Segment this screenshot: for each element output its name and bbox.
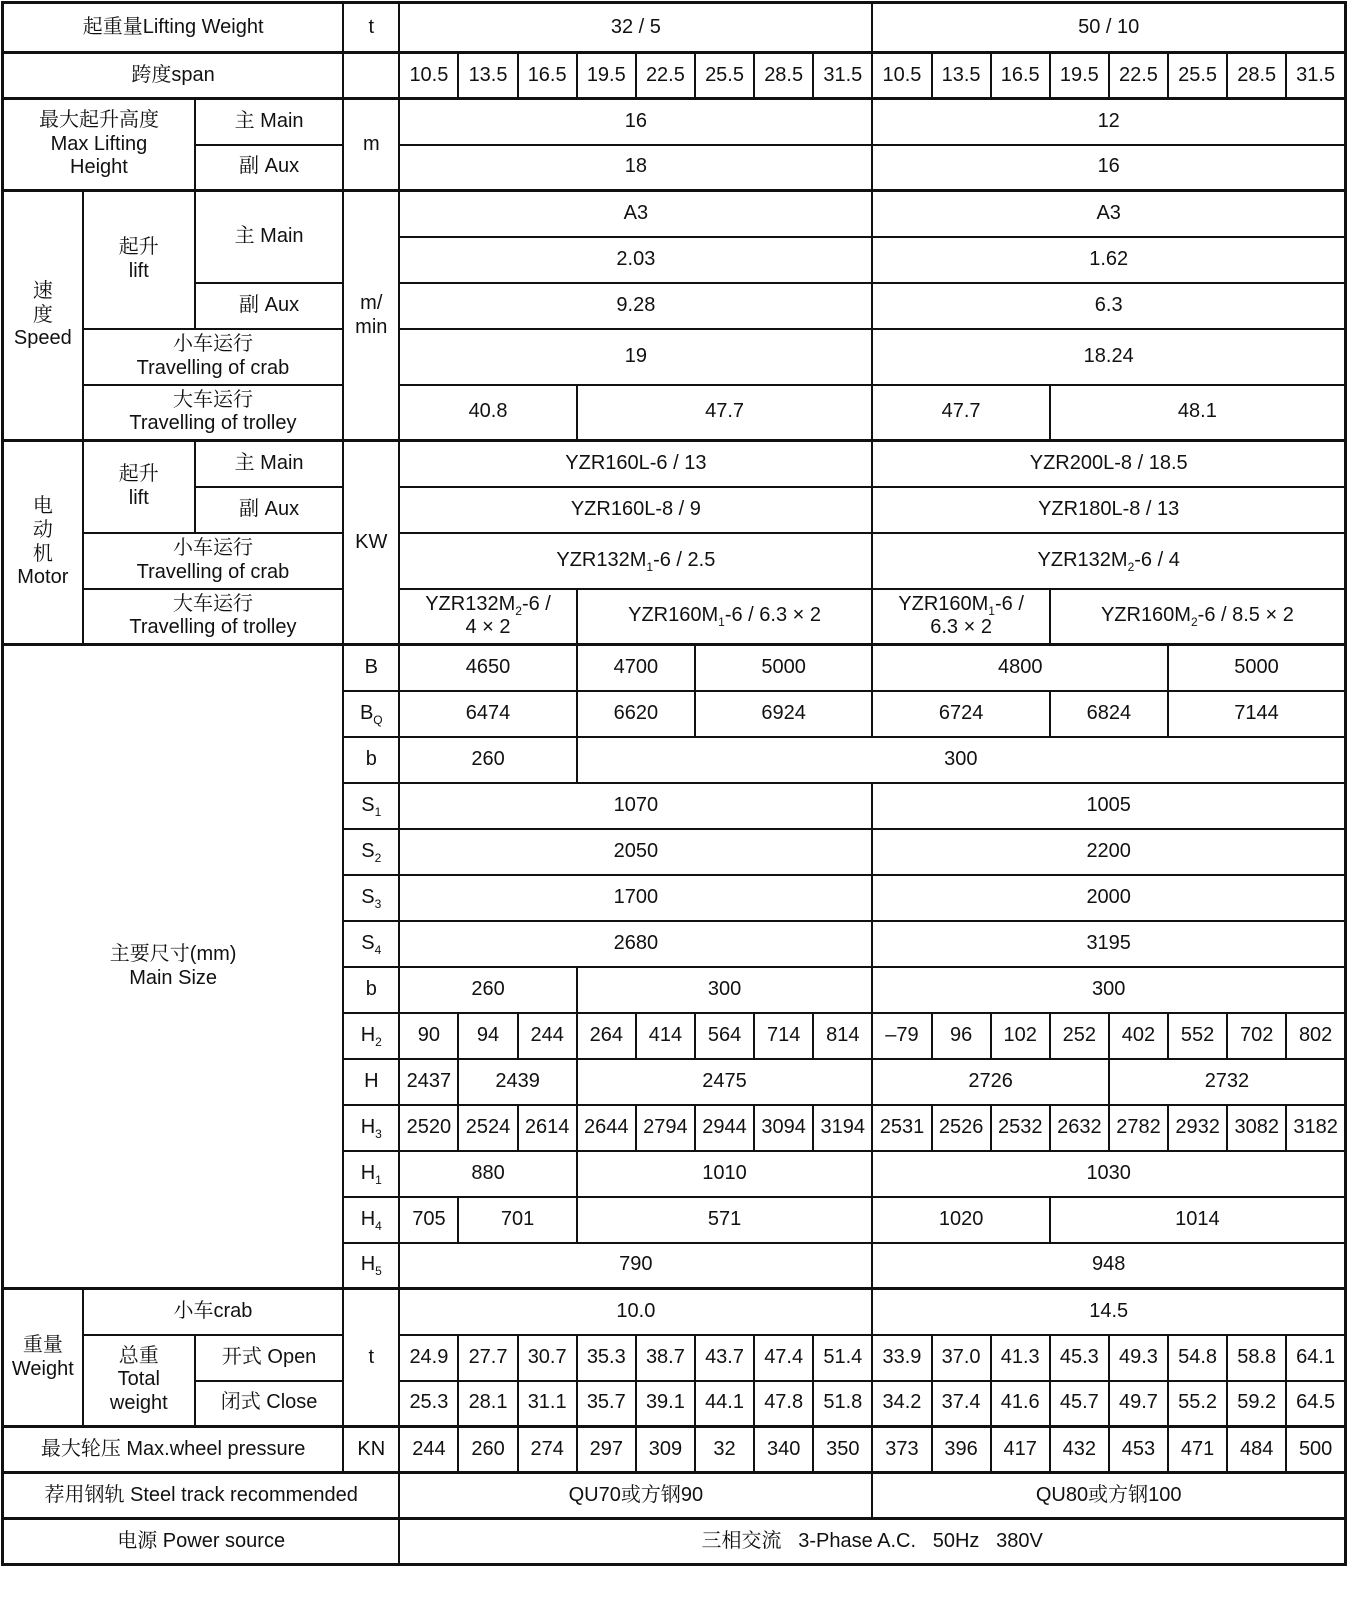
value-cell: 402 bbox=[1109, 1013, 1168, 1059]
header-cell: 大车运行 Travelling of trolley bbox=[83, 589, 344, 645]
value-cell: 59.2 bbox=[1227, 1381, 1286, 1427]
value-cell: 32 bbox=[695, 1427, 754, 1473]
value-cell: 2475 bbox=[577, 1059, 873, 1105]
value-cell: 2532 bbox=[991, 1105, 1050, 1151]
row-size-B bbox=[3, 645, 1346, 691]
value-cell: 44.1 bbox=[695, 1381, 754, 1427]
unit-cell: m/ min bbox=[343, 191, 399, 441]
value-cell: 28.1 bbox=[458, 1381, 517, 1427]
header-cell: 电源 Power source bbox=[3, 1519, 400, 1565]
value-cell: 47.4 bbox=[754, 1335, 813, 1381]
value-cell: 252 bbox=[1050, 1013, 1109, 1059]
value-cell: 2437 bbox=[399, 1059, 458, 1105]
value-cell: 552 bbox=[1168, 1013, 1227, 1059]
value-cell: 13.5 bbox=[932, 53, 991, 99]
value-cell: 2932 bbox=[1168, 1105, 1227, 1151]
value-cell: 10.0 bbox=[399, 1289, 872, 1335]
value-cell: 40.8 bbox=[399, 385, 576, 441]
row-power-source bbox=[3, 1519, 1346, 1565]
value-cell: 373 bbox=[872, 1427, 931, 1473]
value-cell: –79 bbox=[872, 1013, 931, 1059]
row-motor-crab bbox=[3, 533, 1346, 589]
unit-cell bbox=[343, 53, 399, 99]
value-cell: 453 bbox=[1109, 1427, 1168, 1473]
unit-cell: b bbox=[343, 967, 399, 1013]
row-lifting-weight bbox=[3, 3, 1346, 53]
value-cell: YZR160L-6 / 13 bbox=[399, 441, 872, 487]
crane-spec-table bbox=[1, 1, 1347, 1566]
value-cell: 1.62 bbox=[872, 237, 1345, 283]
value-cell: YZR180L-8 / 13 bbox=[872, 487, 1345, 533]
value-cell: 18.24 bbox=[872, 329, 1345, 385]
header-cell: 速 度 Speed bbox=[3, 191, 83, 441]
value-cell: A3 bbox=[872, 191, 1345, 237]
value-cell: 三相交流 3-Phase A.C. 50Hz 380V bbox=[399, 1519, 1345, 1565]
value-cell: 6824 bbox=[1050, 691, 1168, 737]
value-cell: 41.6 bbox=[991, 1381, 1050, 1427]
value-cell: 4800 bbox=[872, 645, 1168, 691]
value-cell: 814 bbox=[813, 1013, 872, 1059]
value-cell: 3082 bbox=[1227, 1105, 1286, 1151]
value-cell: 25.5 bbox=[1168, 53, 1227, 99]
header-cell: 主 Main bbox=[195, 441, 343, 487]
value-cell: 25.5 bbox=[695, 53, 754, 99]
value-cell: 790 bbox=[399, 1243, 872, 1289]
value-cell: 2644 bbox=[577, 1105, 636, 1151]
value-cell: 417 bbox=[991, 1427, 1050, 1473]
value-cell: 2614 bbox=[518, 1105, 577, 1151]
unit-cell: H bbox=[343, 1059, 399, 1105]
value-cell: 2732 bbox=[1109, 1059, 1346, 1105]
value-cell: 28.5 bbox=[1227, 53, 1286, 99]
row-speed-duty-class bbox=[3, 191, 1346, 237]
header-cell: 最大起升高度 Max Lifting Height bbox=[3, 99, 195, 191]
value-cell: $YZR160M_1-6 / 6.3 \times 2$ bbox=[577, 589, 873, 645]
value-cell: 2531 bbox=[872, 1105, 931, 1151]
value-cell: 2782 bbox=[1109, 1105, 1168, 1151]
value-cell: 19.5 bbox=[577, 53, 636, 99]
row-span bbox=[3, 53, 1346, 99]
value-cell: 24.9 bbox=[399, 1335, 458, 1381]
value-cell: 31.5 bbox=[1286, 53, 1345, 99]
header-cell: 主 Main bbox=[195, 191, 343, 283]
value-cell: 1014 bbox=[1050, 1197, 1346, 1243]
value-cell: 500 bbox=[1286, 1427, 1345, 1473]
value-cell: YZR160L-8 / 9 bbox=[399, 487, 872, 533]
row-weight-open bbox=[3, 1335, 1346, 1381]
value-cell: 2944 bbox=[695, 1105, 754, 1151]
value-cell: 274 bbox=[518, 1427, 577, 1473]
header-cell: 小车运行 Travelling of crab bbox=[83, 329, 344, 385]
value-cell: 1070 bbox=[399, 783, 872, 829]
value-cell: 16.5 bbox=[518, 53, 577, 99]
header-cell: 闭式 Close bbox=[195, 1381, 343, 1427]
value-cell: $YZR160M_1-6$ / 6.3 × 2 bbox=[872, 589, 1049, 645]
header-cell: 开式 Open bbox=[195, 1335, 343, 1381]
value-cell: QU70或方钢90 bbox=[399, 1473, 872, 1519]
value-cell: 102 bbox=[991, 1013, 1050, 1059]
value-cell: 3094 bbox=[754, 1105, 813, 1151]
value-cell: 41.3 bbox=[991, 1335, 1050, 1381]
unit-cell: $H_1$ bbox=[343, 1151, 399, 1197]
value-cell: 14.5 bbox=[872, 1289, 1345, 1335]
value-cell: 90 bbox=[399, 1013, 458, 1059]
value-cell: 6724 bbox=[872, 691, 1049, 737]
value-cell: $YZR132M_2-6$ / 4 × 2 bbox=[399, 589, 576, 645]
value-cell: 2520 bbox=[399, 1105, 458, 1151]
header-cell: 主要尺寸(mm) Main Size bbox=[3, 645, 344, 1289]
value-cell: 6924 bbox=[695, 691, 872, 737]
value-cell: 948 bbox=[872, 1243, 1345, 1289]
unit-cell: b bbox=[343, 737, 399, 783]
value-cell: 47.7 bbox=[577, 385, 873, 441]
unit-cell: $H_5$ bbox=[343, 1243, 399, 1289]
value-cell: 7144 bbox=[1168, 691, 1345, 737]
value-cell: 64.1 bbox=[1286, 1335, 1345, 1381]
value-cell: 45.3 bbox=[1050, 1335, 1109, 1381]
value-cell: 260 bbox=[458, 1427, 517, 1473]
row-motor-main bbox=[3, 441, 1346, 487]
header-cell: 副 Aux bbox=[195, 487, 343, 533]
spec-table-body bbox=[3, 3, 1346, 1565]
value-cell: 51.8 bbox=[813, 1381, 872, 1427]
value-cell: 3182 bbox=[1286, 1105, 1345, 1151]
value-cell: 47.8 bbox=[754, 1381, 813, 1427]
value-cell: 6474 bbox=[399, 691, 576, 737]
value-cell: 38.7 bbox=[636, 1335, 695, 1381]
header-cell: 起升 lift bbox=[83, 441, 195, 533]
value-cell: 19 bbox=[399, 329, 872, 385]
value-cell: 32 / 5 bbox=[399, 3, 872, 53]
row-speed-aux-lift bbox=[3, 283, 1346, 329]
value-cell: 2680 bbox=[399, 921, 872, 967]
value-cell: 49.7 bbox=[1109, 1381, 1168, 1427]
header-cell: 副 Aux bbox=[195, 283, 343, 329]
header-cell: 副 Aux bbox=[195, 145, 343, 191]
value-cell: 58.8 bbox=[1227, 1335, 1286, 1381]
unit-cell: $H_2$ bbox=[343, 1013, 399, 1059]
value-cell: 12 bbox=[872, 99, 1345, 145]
value-cell: 5000 bbox=[1168, 645, 1345, 691]
row-weight-close bbox=[3, 1381, 1346, 1427]
unit-cell: $B_Q$ bbox=[343, 691, 399, 737]
value-cell: 35.7 bbox=[577, 1381, 636, 1427]
value-cell: 300 bbox=[577, 967, 873, 1013]
value-cell: 2050 bbox=[399, 829, 872, 875]
header-cell: 跨度span bbox=[3, 53, 344, 99]
value-cell: 4700 bbox=[577, 645, 695, 691]
header-cell: 荐用钢轨 Steel track recommended bbox=[3, 1473, 400, 1519]
row-steel-track bbox=[3, 1473, 1346, 1519]
row-motor-aux bbox=[3, 487, 1346, 533]
value-cell: 340 bbox=[754, 1427, 813, 1473]
value-cell: 309 bbox=[636, 1427, 695, 1473]
header-cell: 小车crab bbox=[83, 1289, 344, 1335]
value-cell: 16.5 bbox=[991, 53, 1050, 99]
value-cell: 1700 bbox=[399, 875, 872, 921]
value-cell: 260 bbox=[399, 967, 576, 1013]
value-cell: $YZR160M_2-6 / 8.5 \times 2$ bbox=[1050, 589, 1346, 645]
value-cell: 701 bbox=[458, 1197, 576, 1243]
value-cell: 94 bbox=[458, 1013, 517, 1059]
value-cell: 25.3 bbox=[399, 1381, 458, 1427]
header-cell: 主 Main bbox=[195, 99, 343, 145]
value-cell: 35.3 bbox=[577, 1335, 636, 1381]
value-cell: YZR200L-8 / 18.5 bbox=[872, 441, 1345, 487]
value-cell: 5000 bbox=[695, 645, 872, 691]
header-cell: 起升 lift bbox=[83, 191, 195, 329]
value-cell: 30.7 bbox=[518, 1335, 577, 1381]
value-cell: 47.7 bbox=[872, 385, 1049, 441]
value-cell: 880 bbox=[399, 1151, 576, 1197]
value-cell: 54.8 bbox=[1168, 1335, 1227, 1381]
unit-cell: KW bbox=[343, 441, 399, 645]
value-cell: 802 bbox=[1286, 1013, 1345, 1059]
header-cell: 总重 Total weight bbox=[83, 1335, 195, 1427]
value-cell: 3194 bbox=[813, 1105, 872, 1151]
unit-cell: $S_4$ bbox=[343, 921, 399, 967]
value-cell: 571 bbox=[577, 1197, 873, 1243]
value-cell: 19.5 bbox=[1050, 53, 1109, 99]
value-cell: 55.2 bbox=[1168, 1381, 1227, 1427]
value-cell: 297 bbox=[577, 1427, 636, 1473]
value-cell: 33.9 bbox=[872, 1335, 931, 1381]
value-cell: 396 bbox=[932, 1427, 991, 1473]
value-cell: 13.5 bbox=[458, 53, 517, 99]
value-cell: 6620 bbox=[577, 691, 695, 737]
value-cell: $YZR132M_2-6 / 4$ bbox=[872, 533, 1345, 589]
header-cell: 电 动 机 Motor bbox=[3, 441, 83, 645]
value-cell: 484 bbox=[1227, 1427, 1286, 1473]
unit-cell: t bbox=[343, 1289, 399, 1427]
value-cell: 564 bbox=[695, 1013, 754, 1059]
value-cell: 22.5 bbox=[1109, 53, 1168, 99]
header-cell: 大车运行 Travelling of trolley bbox=[83, 385, 344, 441]
value-cell: 51.4 bbox=[813, 1335, 872, 1381]
value-cell: 31.5 bbox=[813, 53, 872, 99]
value-cell: 702 bbox=[1227, 1013, 1286, 1059]
value-cell: 300 bbox=[577, 737, 1346, 783]
value-cell: 2524 bbox=[458, 1105, 517, 1151]
value-cell: QU80或方钢100 bbox=[872, 1473, 1345, 1519]
unit-cell: $S_1$ bbox=[343, 783, 399, 829]
value-cell: 10.5 bbox=[872, 53, 931, 99]
value-cell: 705 bbox=[399, 1197, 458, 1243]
value-cell: 2200 bbox=[872, 829, 1345, 875]
value-cell: 432 bbox=[1050, 1427, 1109, 1473]
unit-cell: B bbox=[343, 645, 399, 691]
value-cell: 414 bbox=[636, 1013, 695, 1059]
row-max-wheel-pressure bbox=[3, 1427, 1346, 1473]
value-cell: 39.1 bbox=[636, 1381, 695, 1427]
value-cell: 350 bbox=[813, 1427, 872, 1473]
value-cell: 9.28 bbox=[399, 283, 872, 329]
value-cell: 2726 bbox=[872, 1059, 1109, 1105]
unit-cell: m bbox=[343, 99, 399, 191]
value-cell: 22.5 bbox=[636, 53, 695, 99]
row-max-lifting-height-aux bbox=[3, 145, 1346, 191]
unit-cell: t bbox=[343, 3, 399, 53]
value-cell: 2439 bbox=[458, 1059, 576, 1105]
value-cell: 244 bbox=[399, 1427, 458, 1473]
value-cell: 43.7 bbox=[695, 1335, 754, 1381]
value-cell: 1020 bbox=[872, 1197, 1049, 1243]
value-cell: 2794 bbox=[636, 1105, 695, 1151]
crane-spec-sheet bbox=[1, 1, 1347, 1566]
unit-cell: $H_4$ bbox=[343, 1197, 399, 1243]
value-cell: 300 bbox=[872, 967, 1345, 1013]
value-cell: 16 bbox=[872, 145, 1345, 191]
value-cell: A3 bbox=[399, 191, 872, 237]
value-cell: 260 bbox=[399, 737, 576, 783]
value-cell: 27.7 bbox=[458, 1335, 517, 1381]
header-cell: 起重量Lifting Weight bbox=[3, 3, 344, 53]
value-cell: 45.7 bbox=[1050, 1381, 1109, 1427]
value-cell: 16 bbox=[399, 99, 872, 145]
value-cell: 2632 bbox=[1050, 1105, 1109, 1151]
value-cell: 37.0 bbox=[932, 1335, 991, 1381]
unit-cell: $S_3$ bbox=[343, 875, 399, 921]
value-cell: 2526 bbox=[932, 1105, 991, 1151]
value-cell: 96 bbox=[932, 1013, 991, 1059]
unit-cell: $S_2$ bbox=[343, 829, 399, 875]
unit-cell: KN bbox=[343, 1427, 399, 1473]
row-speed-crab bbox=[3, 329, 1346, 385]
value-cell: 28.5 bbox=[754, 53, 813, 99]
value-cell: 2.03 bbox=[399, 237, 872, 283]
value-cell: 4650 bbox=[399, 645, 576, 691]
value-cell: 1010 bbox=[577, 1151, 873, 1197]
header-cell: 最大轮压 Max.wheel pressure bbox=[3, 1427, 344, 1473]
value-cell: 471 bbox=[1168, 1427, 1227, 1473]
unit-cell: $H_3$ bbox=[343, 1105, 399, 1151]
value-cell: 64.5 bbox=[1286, 1381, 1345, 1427]
value-cell: 50 / 10 bbox=[872, 3, 1345, 53]
value-cell: 18 bbox=[399, 145, 872, 191]
value-cell: 264 bbox=[577, 1013, 636, 1059]
value-cell: 48.1 bbox=[1050, 385, 1346, 441]
row-weight-crab bbox=[3, 1289, 1346, 1335]
value-cell: 6.3 bbox=[872, 283, 1345, 329]
value-cell: 244 bbox=[518, 1013, 577, 1059]
row-max-lifting-height-main bbox=[3, 99, 1346, 145]
value-cell: 49.3 bbox=[1109, 1335, 1168, 1381]
row-speed-trolley bbox=[3, 385, 1346, 441]
value-cell: $YZR132M_1-6 / 2.5$ bbox=[399, 533, 872, 589]
value-cell: 31.1 bbox=[518, 1381, 577, 1427]
value-cell: 37.4 bbox=[932, 1381, 991, 1427]
value-cell: 1005 bbox=[872, 783, 1345, 829]
header-cell: 重量 Weight bbox=[3, 1289, 83, 1427]
value-cell: 2000 bbox=[872, 875, 1345, 921]
row-motor-trolley bbox=[3, 589, 1346, 645]
header-cell: 小车运行 Travelling of crab bbox=[83, 533, 344, 589]
value-cell: 1030 bbox=[872, 1151, 1345, 1197]
value-cell: 34.2 bbox=[872, 1381, 931, 1427]
value-cell: 3195 bbox=[872, 921, 1345, 967]
value-cell: 714 bbox=[754, 1013, 813, 1059]
value-cell: 10.5 bbox=[399, 53, 458, 99]
